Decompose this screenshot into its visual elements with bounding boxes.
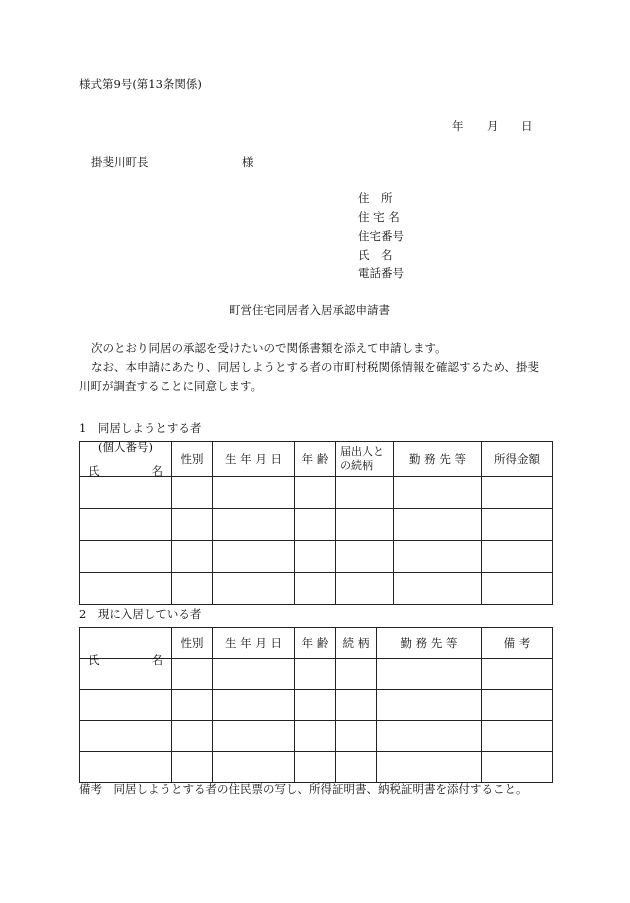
- table-cell[interactable]: [336, 659, 377, 690]
- header-personal-number: (個人番号): [98, 440, 153, 454]
- form-number: 様式第9号(第13条関係): [79, 77, 202, 91]
- table-cell[interactable]: [377, 752, 482, 783]
- table-cell[interactable]: [482, 509, 553, 541]
- cohabitant-table-header: [80, 442, 553, 477]
- table-cell[interactable]: [394, 541, 482, 573]
- table-cell[interactable]: [213, 477, 295, 509]
- table-cell[interactable]: [482, 659, 553, 690]
- table-cell[interactable]: [336, 509, 394, 541]
- table-cell[interactable]: [336, 690, 377, 721]
- table-cell[interactable]: [80, 721, 172, 752]
- applicant-field-house-number: 住宅番号: [358, 229, 404, 243]
- table-cell[interactable]: [336, 573, 394, 605]
- header-relation: 続 柄: [342, 635, 370, 650]
- table-cell[interactable]: [336, 721, 377, 752]
- table-cell[interactable]: [482, 721, 553, 752]
- table-cell[interactable]: [336, 752, 377, 783]
- table-cell[interactable]: [172, 659, 213, 690]
- table-cell[interactable]: [172, 752, 213, 783]
- current-residents-table: [79, 627, 553, 783]
- table-row: [80, 721, 553, 752]
- table-row: [80, 541, 553, 573]
- header-birthdate: 生 年 月 日: [225, 635, 282, 650]
- table-cell[interactable]: [80, 573, 172, 605]
- table-cell[interactable]: [80, 690, 172, 721]
- section-2-title: 2 現に入居している者: [79, 607, 202, 621]
- table-cell[interactable]: [482, 573, 553, 605]
- table-cell[interactable]: [80, 477, 172, 509]
- table-cell[interactable]: [172, 541, 213, 573]
- table-row: [80, 752, 553, 783]
- header-income: 所得金額: [494, 451, 540, 466]
- section-1-title: 1 同居しようとする者: [79, 421, 202, 435]
- table-cell[interactable]: [482, 477, 553, 509]
- table-cell[interactable]: [482, 752, 553, 783]
- table-cell[interactable]: [172, 721, 213, 752]
- table-cell[interactable]: [172, 477, 213, 509]
- table-cell[interactable]: [213, 509, 295, 541]
- header-sex: 性別: [180, 451, 204, 466]
- header-name-part-b: 名: [151, 464, 163, 478]
- header-name-cell: [80, 442, 172, 477]
- table-cell[interactable]: [377, 690, 482, 721]
- header-sex: 性別: [180, 635, 204, 650]
- table-cell[interactable]: [213, 721, 295, 752]
- date-day: 日: [521, 119, 533, 133]
- table-cell[interactable]: [394, 573, 482, 605]
- body-paragraph-1: 次のとおり同居の承認を受けたいので関係書類を添えて申請します。: [91, 341, 447, 355]
- table-row: [80, 690, 553, 721]
- current-residents-table-header: [80, 628, 553, 659]
- body-paragraph-2-line-1: なお、本申請にあたり、同居しようとする者の市町村税関係情報を確認するため、掛斐: [91, 360, 540, 374]
- header-name-part-b: 名: [151, 653, 163, 667]
- table-cell[interactable]: [213, 752, 295, 783]
- header-workplace: 勤 務 先 等: [400, 635, 458, 650]
- header-relation-line-2: の続柄: [340, 459, 373, 472]
- table-cell[interactable]: [482, 541, 553, 573]
- header-relation-line-1: 届出人と: [340, 445, 384, 459]
- table-cell[interactable]: [295, 477, 336, 509]
- header-age: 年 齢: [301, 635, 329, 650]
- table-cell[interactable]: [213, 659, 295, 690]
- table-cell[interactable]: [377, 721, 482, 752]
- applicant-field-phone: 電話番号: [358, 266, 404, 280]
- table-cell[interactable]: [295, 752, 336, 783]
- header-birthdate: 生 年 月 日: [225, 451, 282, 466]
- table-cell[interactable]: [80, 541, 172, 573]
- table-cell[interactable]: [394, 477, 482, 509]
- table-cell[interactable]: [336, 477, 394, 509]
- table-cell[interactable]: [336, 541, 394, 573]
- footnote-remarks: 備考 同居しようとする者の住民票の写し、所得証明書、納税証明書を添付すること。: [79, 782, 528, 796]
- table-cell[interactable]: [213, 541, 295, 573]
- addressee-honorific: 様: [242, 155, 254, 169]
- table-cell[interactable]: [213, 690, 295, 721]
- applicant-field-house-name: 住 宅 名: [358, 210, 400, 224]
- cohabitant-table: [79, 441, 553, 605]
- table-cell[interactable]: [482, 690, 553, 721]
- table-cell[interactable]: [295, 509, 336, 541]
- table-cell[interactable]: [80, 509, 172, 541]
- header-name-part-a: 氏: [88, 464, 100, 478]
- applicant-field-address: 住 所: [358, 191, 393, 205]
- date-year: 年: [452, 119, 464, 133]
- addressee-name: 掛斐川町長: [91, 155, 149, 169]
- date-month: 月: [487, 119, 499, 133]
- table-cell[interactable]: [172, 690, 213, 721]
- header-age: 年 齢: [301, 451, 329, 466]
- table-cell[interactable]: [295, 541, 336, 573]
- table-row: [80, 509, 553, 541]
- table-cell[interactable]: [213, 573, 295, 605]
- table-cell[interactable]: [295, 659, 336, 690]
- header-name-part-a: 氏: [88, 653, 100, 667]
- document-title: 町営住宅同居者入居承認申請書: [229, 303, 390, 317]
- header-workplace: 勤 務 先 等: [409, 451, 466, 466]
- body-paragraph-2-line-2: 川町が調査することに同意します。: [79, 379, 263, 393]
- header-relation: [336, 445, 393, 473]
- table-cell[interactable]: [80, 752, 172, 783]
- table-row: [80, 573, 553, 605]
- table-cell[interactable]: [295, 690, 336, 721]
- table-cell[interactable]: [295, 573, 336, 605]
- table-cell[interactable]: [172, 509, 213, 541]
- table-row: [80, 659, 553, 690]
- table-cell[interactable]: [377, 659, 482, 690]
- header-name-cell: [80, 628, 172, 667]
- table-cell[interactable]: [295, 721, 336, 752]
- applicant-field-name: 氏 名: [358, 248, 393, 262]
- table-cell[interactable]: [172, 573, 213, 605]
- table-row: [80, 477, 553, 509]
- header-remarks: 備 考: [503, 635, 531, 650]
- table-cell[interactable]: [394, 509, 482, 541]
